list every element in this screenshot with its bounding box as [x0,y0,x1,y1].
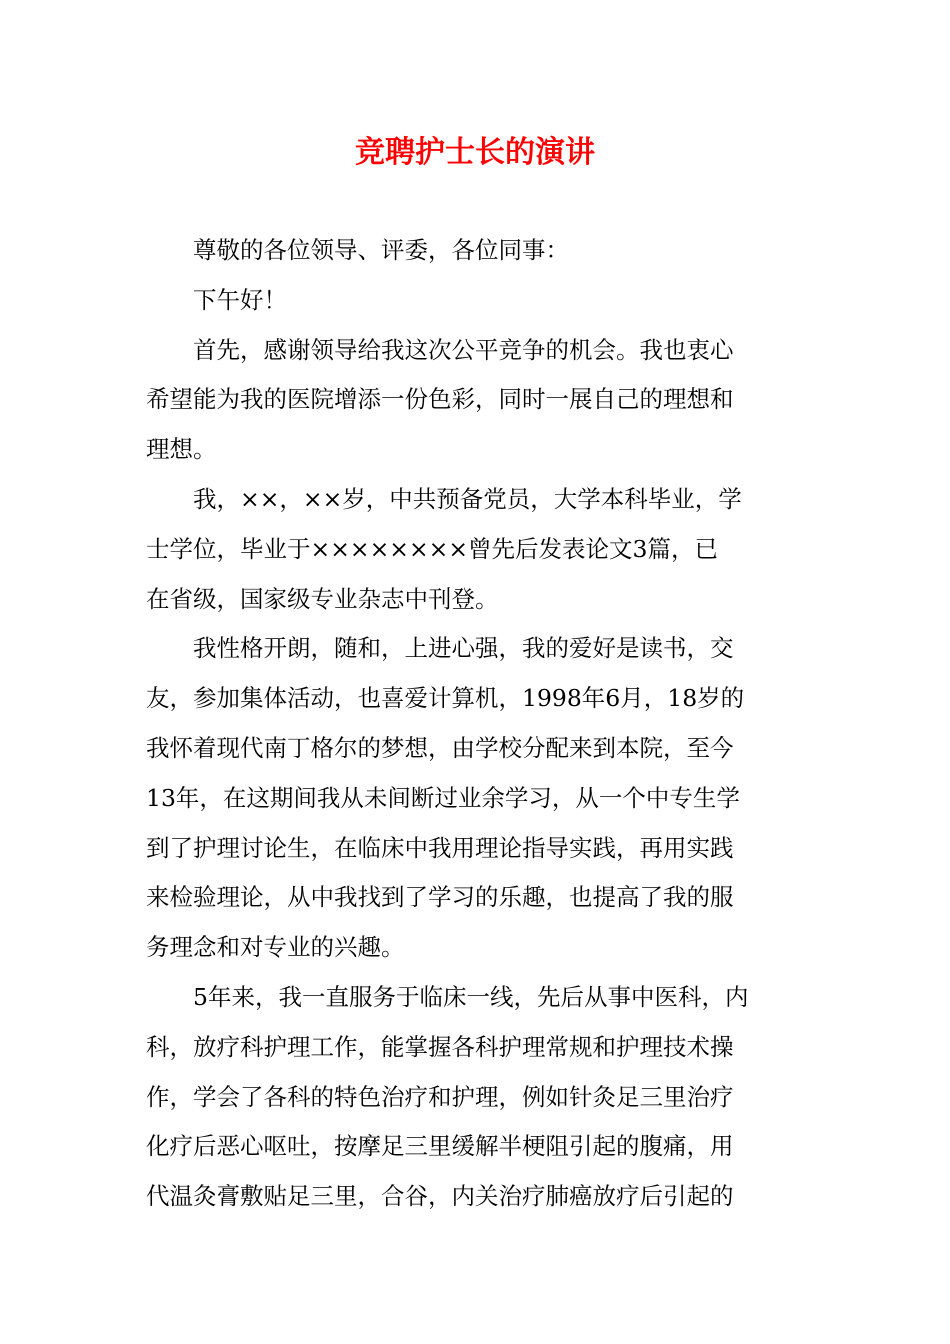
paragraph-experience: 5年来，我一直服务于临床一线，先后从事中医科，内 科，放疗科护理工作，能掌握各科护理常规和护理技术操 作，学会了各科的特色治疗和护理，例如针灸足三里治疗 化疗后恶心呕吐，按摩足三里缓解半梗阻引起的腹痛，用 代温灸膏敷贴足三里，合谷，内关治疗肺癌放疗后引起的 [146,982,749,1211]
paragraph-hello: 下午好！ [193,285,287,314]
paragraph-personality: 我性格开朗，随和，上进心强，我的爱好是读书，交 友，参加集体活动，也喜爱计算机，1998年6月，18岁的 我怀着现代南丁格尔的梦想，由学校分配来到本院，至今 13年，在这期间我从未间断过业余学习，从一个中专生学 到了护理讨论生，在临床中我用理论指导实践，再用实践 来检验理论，从中我找到了学习的乐趣，也提高了我的服 务理念和对专业的兴趣。 [146,634,745,962]
document-title: 竞聘护士长的演讲 [355,135,595,170]
document-body [146,226,806,1222]
paragraph-thanks: 首先，感谢领导给我这次公平竞争的机会。我也衷心 希望能为我的医院增添一份色彩，同时一展自己的理想和 理想。 [146,335,734,464]
paragraph-introduction: 我，××，××岁，中共预备党员，大学本科毕业，学 士学位，毕业于××××××××曾先后发表论文3篇，已 在省级，国家级专业杂志中刊登。 [146,484,742,613]
paragraph-greeting: 尊敬的各位领导、评委，各位同事： [193,236,569,264]
